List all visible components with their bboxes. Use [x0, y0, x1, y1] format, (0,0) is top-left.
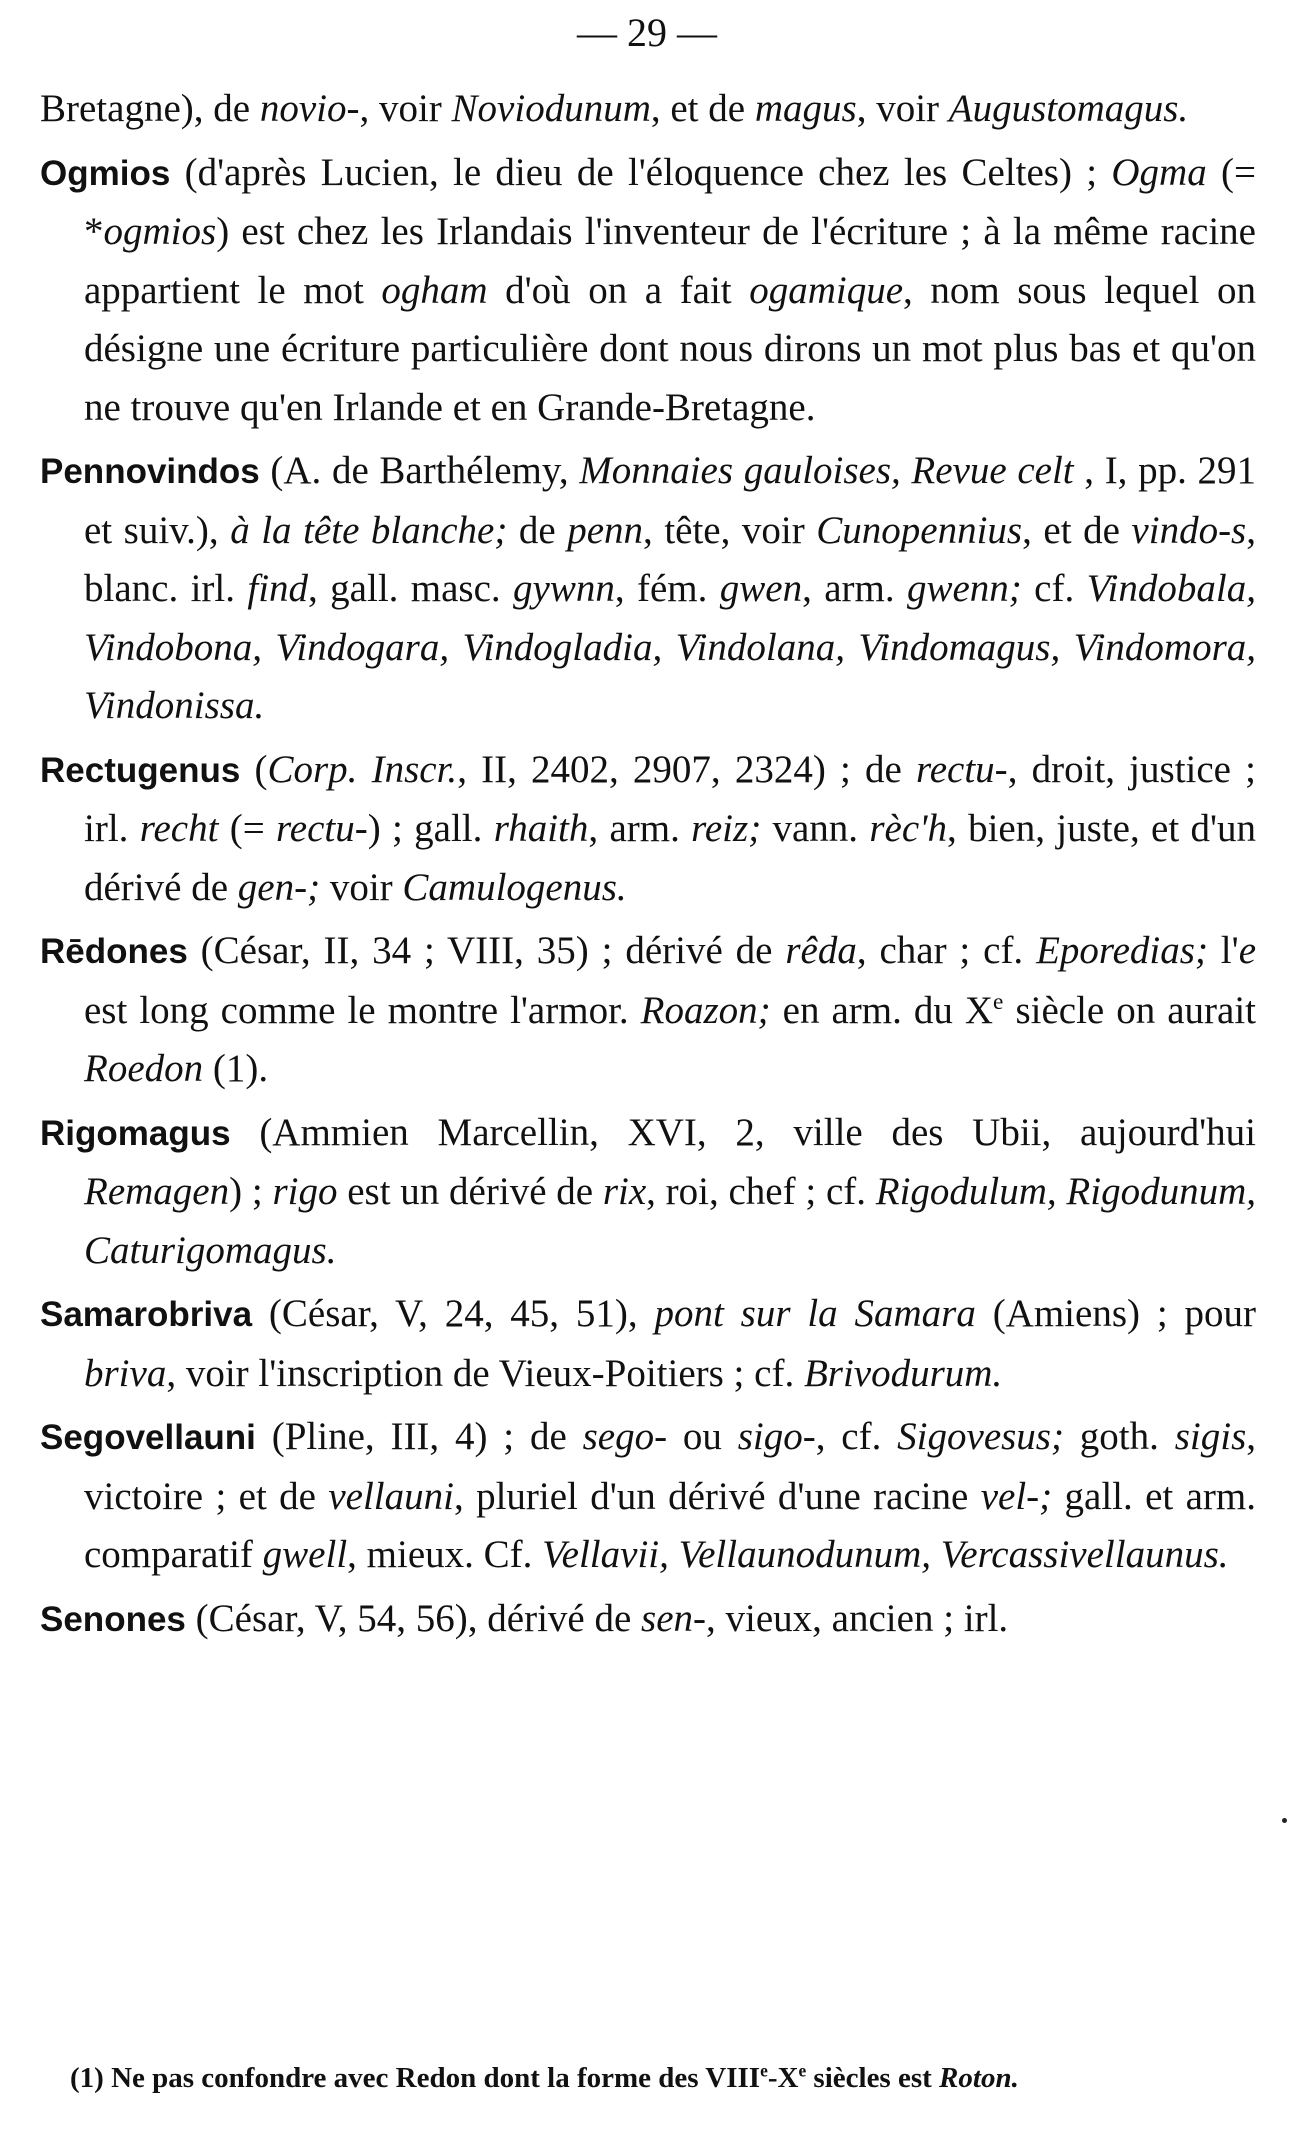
text: , tête, voir: [643, 508, 817, 552]
entry-segovellauni: [40, 1408, 1256, 1585]
text: , blanc. irl.: [84, 508, 1256, 610]
term: sen-: [641, 1596, 707, 1640]
dictionary-body: [40, 80, 1256, 1654]
text: ) ;: [229, 1170, 273, 1213]
term: magus: [754, 87, 857, 130]
term: gen-;: [237, 865, 321, 909]
term: penn: [567, 508, 644, 552]
term: gwenn;: [906, 567, 1022, 610]
text: (Ammien Marcellin, XVI, 2, ville des Ubii, aujourd'hui: [230, 1110, 1256, 1154]
entry-redones: [40, 922, 1256, 1099]
term: briva: [84, 1351, 167, 1395]
text: ou: [667, 1415, 738, 1458]
headword: Samarobriva: [40, 1295, 253, 1334]
term: gwell: [262, 1533, 348, 1576]
text: , II, 2402, 2907, 2324) ; de: [457, 747, 916, 791]
footnote-ref: (1).: [203, 1047, 269, 1090]
term: gwen: [719, 567, 803, 610]
term: Corp. Inscr.: [267, 747, 458, 791]
text: gall. et arm. comparatif: [84, 1474, 1256, 1576]
ink-dot: [1282, 1818, 1287, 1823]
term: e: [1238, 929, 1256, 972]
text: , I, pp. 291 et suiv.),: [84, 449, 1256, 552]
text: (= *: [84, 150, 1256, 253]
term: Rigodulum, Rigodunum, Caturigomagus.: [84, 1170, 1256, 1272]
page-number: — 29 —: [577, 10, 717, 55]
text: (César, V, 54, 56), dérivé de: [185, 1596, 642, 1640]
term: rhaith: [493, 807, 589, 850]
text: de: [507, 508, 568, 552]
term: Sigovesus;: [897, 1415, 1064, 1458]
term: Monnaies gauloises, Revue celt: [579, 449, 1074, 492]
text: , fém.: [614, 567, 720, 610]
text: (: [240, 747, 268, 791]
text: Bretagne), de: [40, 87, 260, 130]
entry-ogmios: [40, 144, 1256, 438]
term: à la tête blanche;: [230, 508, 508, 552]
term: vindo-s: [1131, 508, 1247, 552]
term: Noviodunum: [451, 87, 651, 130]
text: est long comme le montre l'armor.: [84, 988, 641, 1032]
term: sego-: [582, 1415, 668, 1458]
text: , gall. masc.: [308, 567, 514, 610]
term: rectu-: [916, 747, 1008, 791]
term: Eporedias;: [1036, 929, 1208, 972]
text: , arm.: [802, 567, 907, 610]
text: (César, II, 34 ; VIII, 35) ; dérivé de: [187, 929, 786, 972]
term: ogamique: [749, 268, 904, 312]
term: recht: [139, 807, 219, 850]
term: Vellavii, Vellaunodunum, Vercassivellaunus.: [542, 1533, 1229, 1576]
text: , droit, justice ; irl.: [84, 747, 1256, 850]
text: siècles est: [806, 2062, 940, 2094]
text: d'où on a fait: [487, 268, 750, 312]
entry-pennovindos: [40, 442, 1256, 736]
text: , bien, juste, et d'un dérivé de: [84, 807, 1256, 909]
text: , roi, chef ; cf.: [646, 1170, 876, 1213]
text: , mieux. Cf.: [347, 1533, 543, 1576]
term: sigo-: [737, 1415, 816, 1458]
text: (Pline, III, 4) ; de: [255, 1415, 583, 1458]
term: ogham: [381, 268, 488, 312]
text: cf.: [1021, 567, 1087, 610]
text: , char ; cf.: [856, 929, 1037, 972]
text: (d'après Lucien, le dieu de l'éloquence chez les Celtes) ;: [170, 150, 1112, 194]
text: , arm.: [588, 807, 692, 850]
headword: Segovellauni: [40, 1418, 256, 1457]
text: (=: [218, 807, 277, 850]
entry-samarobriva: [40, 1285, 1256, 1403]
text: (Amiens) ; pour: [975, 1292, 1256, 1335]
term: rèc'h: [869, 807, 948, 850]
text: , vieux, ancien ; irl.: [706, 1596, 1009, 1640]
text: , voir l'inscription de Vieux-Poitiers ; cf.: [166, 1351, 804, 1395]
term: Augustomagus.: [948, 87, 1189, 130]
term: rigo: [272, 1170, 338, 1213]
entry-rectugenus: [40, 741, 1256, 918]
term: Roazon;: [640, 988, 771, 1032]
term: Remagen: [84, 1170, 230, 1213]
text: voir: [320, 865, 403, 909]
text: (César, V, 24, 45, 51),: [252, 1292, 655, 1335]
term: Roton.: [939, 2062, 1019, 2094]
text: goth.: [1063, 1415, 1175, 1458]
term: vel-;: [980, 1474, 1053, 1518]
superscript: e: [993, 988, 1004, 1015]
text: , pluriel d'un dérivé d'une racine: [453, 1474, 981, 1518]
text: l': [1207, 929, 1239, 972]
term: Ogma: [1111, 150, 1207, 194]
entry-continuation: [0, 80, 1256, 139]
text: (A. de Barthélemy,: [259, 449, 580, 492]
footnote: [70, 2058, 1270, 2098]
term: pont sur la Samara: [654, 1292, 976, 1335]
headword: Ogmios: [40, 153, 171, 193]
superscript: e: [798, 2060, 807, 2081]
text: ) ; gall.: [367, 807, 494, 850]
text: , et de: [1022, 508, 1132, 552]
headword: Senones: [40, 1599, 186, 1639]
term: Vindobala, Vindobona, Vindogara, Vindogladia, Vindolana, Vindomagus, Vindomora, Vindonissa.: [84, 567, 1256, 727]
text: , voir: [359, 87, 452, 130]
term: rectu-: [276, 807, 368, 850]
term: Roedon: [84, 1047, 204, 1090]
text: , nom sous lequel on désigne une écriture particulière dont nous dirons un mot plus bas et qu'on ne trouve qu'en Irlande et en Grande-Bretagne.: [84, 268, 1256, 429]
text: siècle on aurait: [1003, 988, 1257, 1032]
term: find: [247, 567, 309, 610]
headword: Rēdones: [40, 932, 188, 971]
superscript: e: [760, 2060, 768, 2081]
text: vann.: [761, 807, 870, 850]
entry-senones: [40, 1590, 1256, 1650]
term: rêda: [785, 929, 857, 972]
text: est un dérivé de: [337, 1170, 603, 1213]
term: novio-: [259, 87, 360, 130]
text: en arm. du X: [770, 988, 994, 1032]
text: -X: [767, 2062, 799, 2094]
text: , voir: [856, 87, 949, 130]
headword: Rectugenus: [40, 750, 241, 790]
entry-rigomagus: [40, 1104, 1256, 1281]
term: Brivodurum.: [803, 1351, 1003, 1395]
text: (1) Ne pas confondre avec Redon dont la forme des VIII: [70, 2062, 761, 2094]
term: reiz;: [691, 807, 762, 850]
term: gywnn: [513, 567, 615, 610]
text: , cf.: [815, 1415, 898, 1458]
term: rix: [602, 1170, 647, 1213]
text: , et de: [650, 87, 755, 130]
headword: Rigomagus: [40, 1113, 231, 1153]
term: ogmios: [103, 210, 217, 253]
term: sigis: [1174, 1415, 1247, 1458]
text: ) est chez les Irlandais l'inventeur de l'écriture ; à la même racine appartient le mot: [84, 210, 1256, 312]
term: Camulogenus.: [402, 865, 627, 909]
text: , victoire ; et de: [84, 1415, 1256, 1518]
headword: Pennovindos: [40, 452, 260, 491]
term: vellauni: [328, 1474, 454, 1518]
term: Cunopennius: [816, 508, 1023, 552]
